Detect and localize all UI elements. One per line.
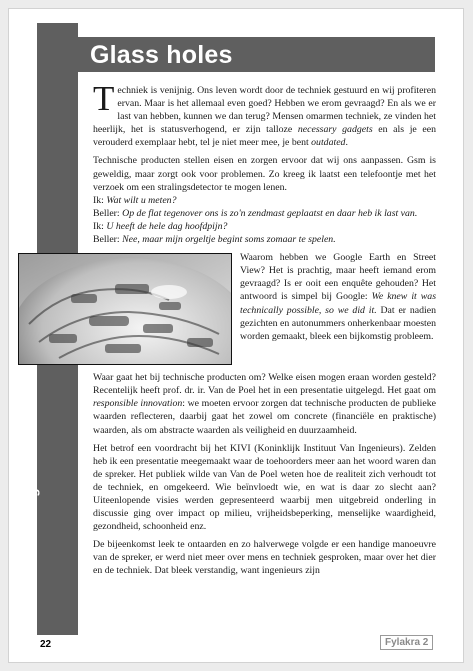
dialog [93,194,436,246]
paragraph-gsm: Technische producten stellen eisen en zorgen ervoor dat wij ons aanpassen. Gsm is geweldig, maar zorgt ook voor problemen. Zo kreeg ik laatst een telefoontje met het verzoek om een stralingsdetector te mogen lenen. [93,155,436,193]
dialog-line: Beller: Op de flat tegenover ons is zo'n zendmast geplaatst en daar heb ik last van. [93,207,418,219]
author-name: Frans Kingma [25,469,40,556]
section-label: column [25,573,40,620]
paragraph-google: Waarom hebben we Google Earth en Street View? Het is prachtig, maar heeft iemand erom gevraagd? Is er ooit een enquête gehouden? Het antwoord is simpel bij Google: We knew it was technically possible, so we did it. Dat er nadien gezichten en autonummers onherkenbaar moesten worden gemaakt, bleek een bijkomstig probleem. [240,252,436,342]
publication-name: Fylakra 2 [380,635,433,650]
glass-globe-image [19,254,231,364]
dialog-line: Ik: Wat wilt u meten? [93,194,177,206]
drop-cap: T [93,79,115,118]
paragraph-meeting: De bijeenkomst leek te ontaarden en zo halverwege volgde er een handige manoeuvre van de spreker, er werd niet meer over mens en techniek gesproken, maar over het dier en de techniek. Dat bleek verstandig, want ingenieurs zijn [93,539,436,577]
page-number: 22 [40,639,52,650]
article-title: Glass holes [90,41,233,69]
column-byline [25,340,40,620]
globe-photo [18,253,232,365]
figure-row [18,251,436,367]
paragraph-responsible: Waar gaat het bij technische producten om? Welke eisen mogen eraan worden gesteld? Recentelijk heeft prof. dr. ir. Van de Poel het in een presentatie uitgelegd. Het gaat om responsible innovation: we moeten ervoor zorgen dat technische producten de publieke waarden reflecteren, daarbij gaat het zowel om concrete (financiële en praktische) waarden, als om abstracte waarden als veiligheid en duurzaamheid. [93,372,436,436]
article-body [93,79,436,583]
paragraph-kivi: Het betrof een voordracht bij het KIVI (Koninklijk Instituut Van Ingenieurs). Zelden heb ik een presentatie meegemaakt waar de toehoorders meer aan het woord waren dan de spreker. Het publiek wilde van Van de Poel weten hoe de realiteit zich verhoudt tot de techniek, en omgekeerd. Wie beïnvloedt wie, en wat is daar zo slecht aan? Uiteenlopende visies werden gepresenteerd waarbij men uitgebreid onderling in discussie ging over impact op milieu, vrijheidsbeperking, menselijke waardigheid, gezondheid, schoonheid enz. [93,442,436,533]
dialog-line: Ik: U heeft de hele dag hoofdpijn? [93,220,228,232]
paragraph-intro: Techniek is venijnig. Ons leven wordt door de techniek gestuurd en wij profiteren ervan. Maar is het allemaal even goed? Hebben we erom gevraagd? En als we er last van hebben, kunnen we dan terug? Mensen omarmen techniek, ze vinden het heerlijk, het is statusverhogend, er zijn talloze necessary gadgets en als je een verouderd exemplaar hebt, tel je niet meer mee, je bent outdated. [93,79,436,149]
dialog-line: Beller: Nee, maar mijn orgeltje begint soms zomaar te spelen. [93,234,336,246]
